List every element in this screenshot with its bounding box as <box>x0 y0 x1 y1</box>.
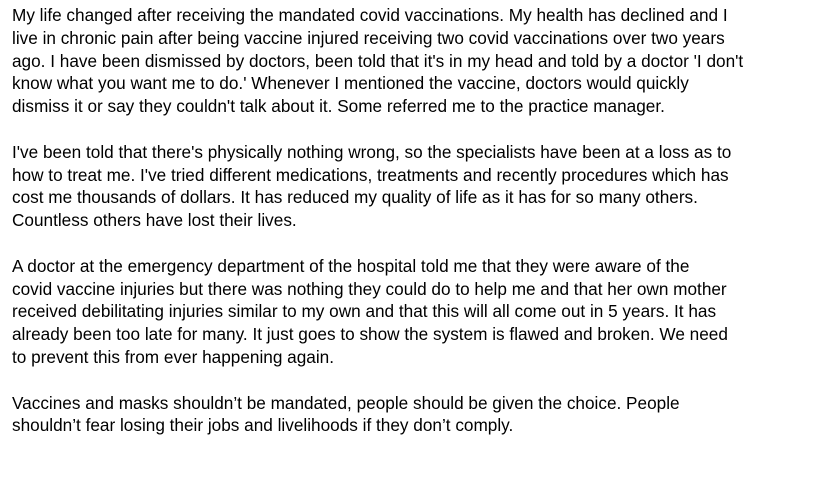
document-body <box>12 4 830 437</box>
paragraph-3: A doctor at the emergency department of the hospital told me that they were aware of the covid vaccine injuries but there was nothing they could do to help me and that her own mother received debilitating injuries similar to my own and that this will all come out in 5 years. It has already been too late for many. It just goes to show the system is flawed and broken. We need to prevent this from ever happening again. <box>12 255 728 367</box>
paragraph-4: Vaccines and masks shouldn’t be mandated, people should be given the choice. People shouldn’t fear losing their jobs and livelihoods if they don’t comply. <box>12 392 680 436</box>
paragraph-1: My life changed after receiving the mandated covid vaccinations. My health has declined and I live in chronic pain after being vaccine injured receiving two covid vaccinations over two years ago. I have been dismissed by doctors, been told that it's in my head and told by a doctor 'I don't know what you want me to do.' Whenever I mentioned the vaccine, doctors would quickly dismiss it or say they couldn't talk about it. Some referred me to the practice manager. <box>12 5 744 117</box>
paragraph-2: I've been told that there's physically nothing wrong, so the specialists have been at a loss as to how to treat me. I've tried different medications, treatments and recently procedures which has cost me thousands of dollars. It has reduced my quality of life as it has for so many others. Countless others have lost their lives. <box>12 141 732 231</box>
